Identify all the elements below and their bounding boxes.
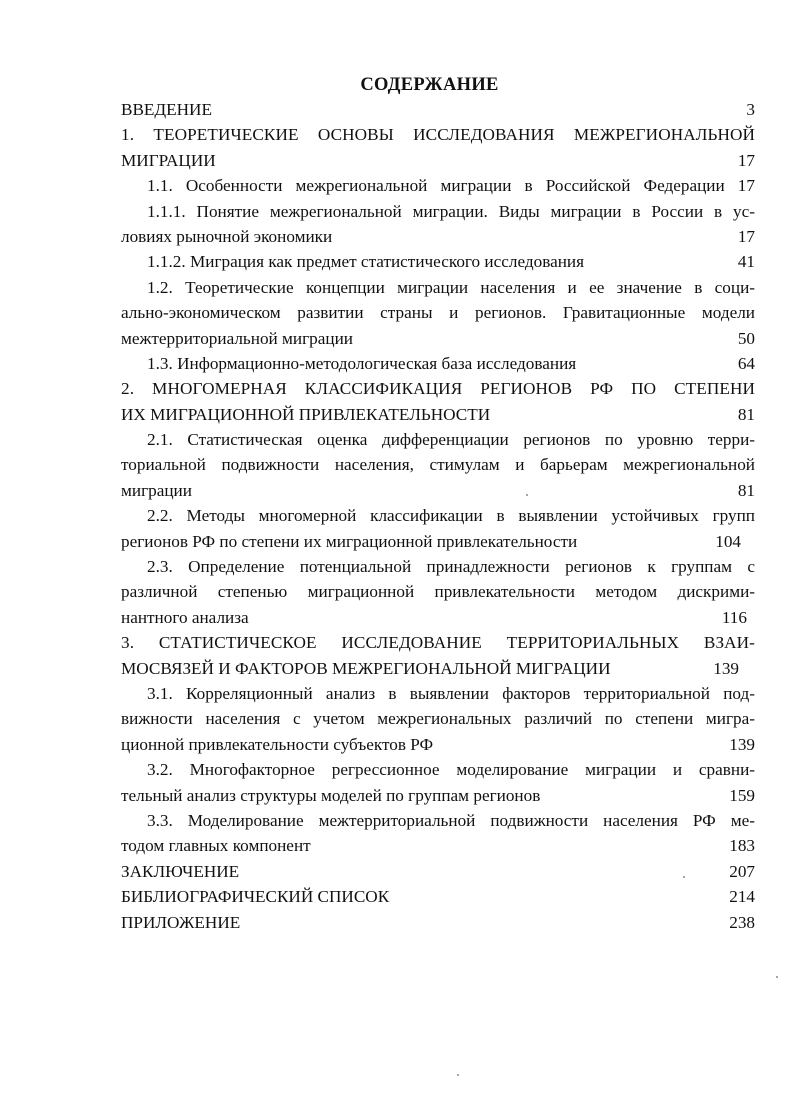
toc-entry: МОСВЯЗЕЙ И ФАКТОРОВ МЕЖРЕГИОНАЛЬНОЙ МИГРАЦИИ 139 — [121, 658, 739, 678]
toc-entry: 3.3. Моделирование межтерриториальной подвижности населения РФ ме- — [147, 810, 755, 830]
toc-entry: тельный анализ структуры моделей по группам регионов 159 — [121, 785, 755, 805]
toc-entry: различной степенью миграционной привлекательности методом дискрими- — [121, 582, 755, 602]
toc-entry: ловиях рыночной экономики 17 — [121, 226, 755, 246]
toc-entry: ториальной подвижности населения, стимулам и барьерам межрегиональной — [121, 455, 755, 475]
toc-entry: 1.2. Теоретические концепции миграции населения и ее значение в соци- — [147, 277, 755, 297]
page-title: СОДЕРЖАНИЕ — [360, 75, 499, 95]
toc-entry: 1.1. Особенности межрегиональной миграции в Российской Федерации 17 — [147, 176, 755, 196]
toc-entry: 3.1. Корреляционный анализ в выявлении факторов территориальной под- — [147, 683, 755, 703]
toc-entry: 2.2. Методы многомерной классификации в выявлении устойчивых групп — [147, 506, 755, 526]
scan-speck — [776, 976, 778, 978]
toc-entry: регионов РФ по степени их миграционной привлекательности 104 — [121, 531, 741, 551]
toc-entry: тодом главных компонент 183 — [121, 836, 755, 856]
toc-entry: 1. ТЕОРЕТИЧЕСКИЕ ОСНОВЫ ИССЛЕДОВАНИЯ МЕЖРЕГИОНАЛЬНОЙ — [121, 125, 755, 145]
table-of-contents — [121, 97, 755, 935]
toc-entry: ВВЕДЕНИЕ 3 — [121, 100, 755, 119]
toc-entry: ЗАКЛЮЧЕНИЕ 207 — [121, 861, 755, 881]
toc-entry: 2.1. Статистическая оценка дифференциации регионов по уровню терри- — [147, 430, 755, 450]
toc-entry: миграции 81 — [121, 480, 755, 500]
toc-entry: нантного анализа 116 — [121, 607, 747, 627]
toc-entry: МИГРАЦИИ 17 — [121, 150, 755, 170]
toc-entry: ально-экономическом развитии страны и регионов. Гравитационные модели — [121, 303, 755, 323]
toc-entry: 1.1.1. Понятие межрегиональной миграции. Виды миграции в России в ус- — [147, 201, 755, 221]
toc-entry: 2.3. Определение потенциальной принадлежности регионов к группам с — [147, 557, 755, 577]
toc-entry: ПРИЛОЖЕНИЕ 238 — [121, 912, 755, 932]
toc-entry: вижности населения с учетом межрегиональных различий по степени мигра- — [121, 709, 755, 729]
toc-entry: 3. СТАТИСТИЧЕСКОЕ ИССЛЕДОВАНИЕ ТЕРРИТОРИАЛЬНЫХ ВЗАИ- — [121, 633, 755, 653]
toc-entry: 1.1.2. Миграция как предмет статистического исследования 41 — [147, 252, 755, 272]
toc-entry: межтерриториальной миграции 50 — [121, 328, 755, 348]
toc-entry: БИБЛИОГРАФИЧЕСКИЙ СПИСОК 214 — [121, 887, 755, 907]
toc-entry: 1.3. Информационно-методологическая база исследования 64 — [147, 353, 755, 373]
toc-entry: 3.2. Многофакторное регрессионное моделирование миграции и сравни- — [147, 760, 755, 780]
toc-entry: ционной привлекательности субъектов РФ 139 — [121, 734, 755, 754]
scan-speck — [683, 876, 685, 878]
toc-entry: ИХ МИГРАЦИОННОЙ ПРИВЛЕКАТЕЛЬНОСТИ 81 — [121, 404, 755, 424]
scan-speck — [457, 1074, 459, 1076]
toc-entry: 2. МНОГОМЕРНАЯ КЛАССИФИКАЦИЯ РЕГИОНОВ РФ ПО СТЕПЕНИ — [121, 379, 755, 399]
scan-speck — [526, 494, 528, 496]
